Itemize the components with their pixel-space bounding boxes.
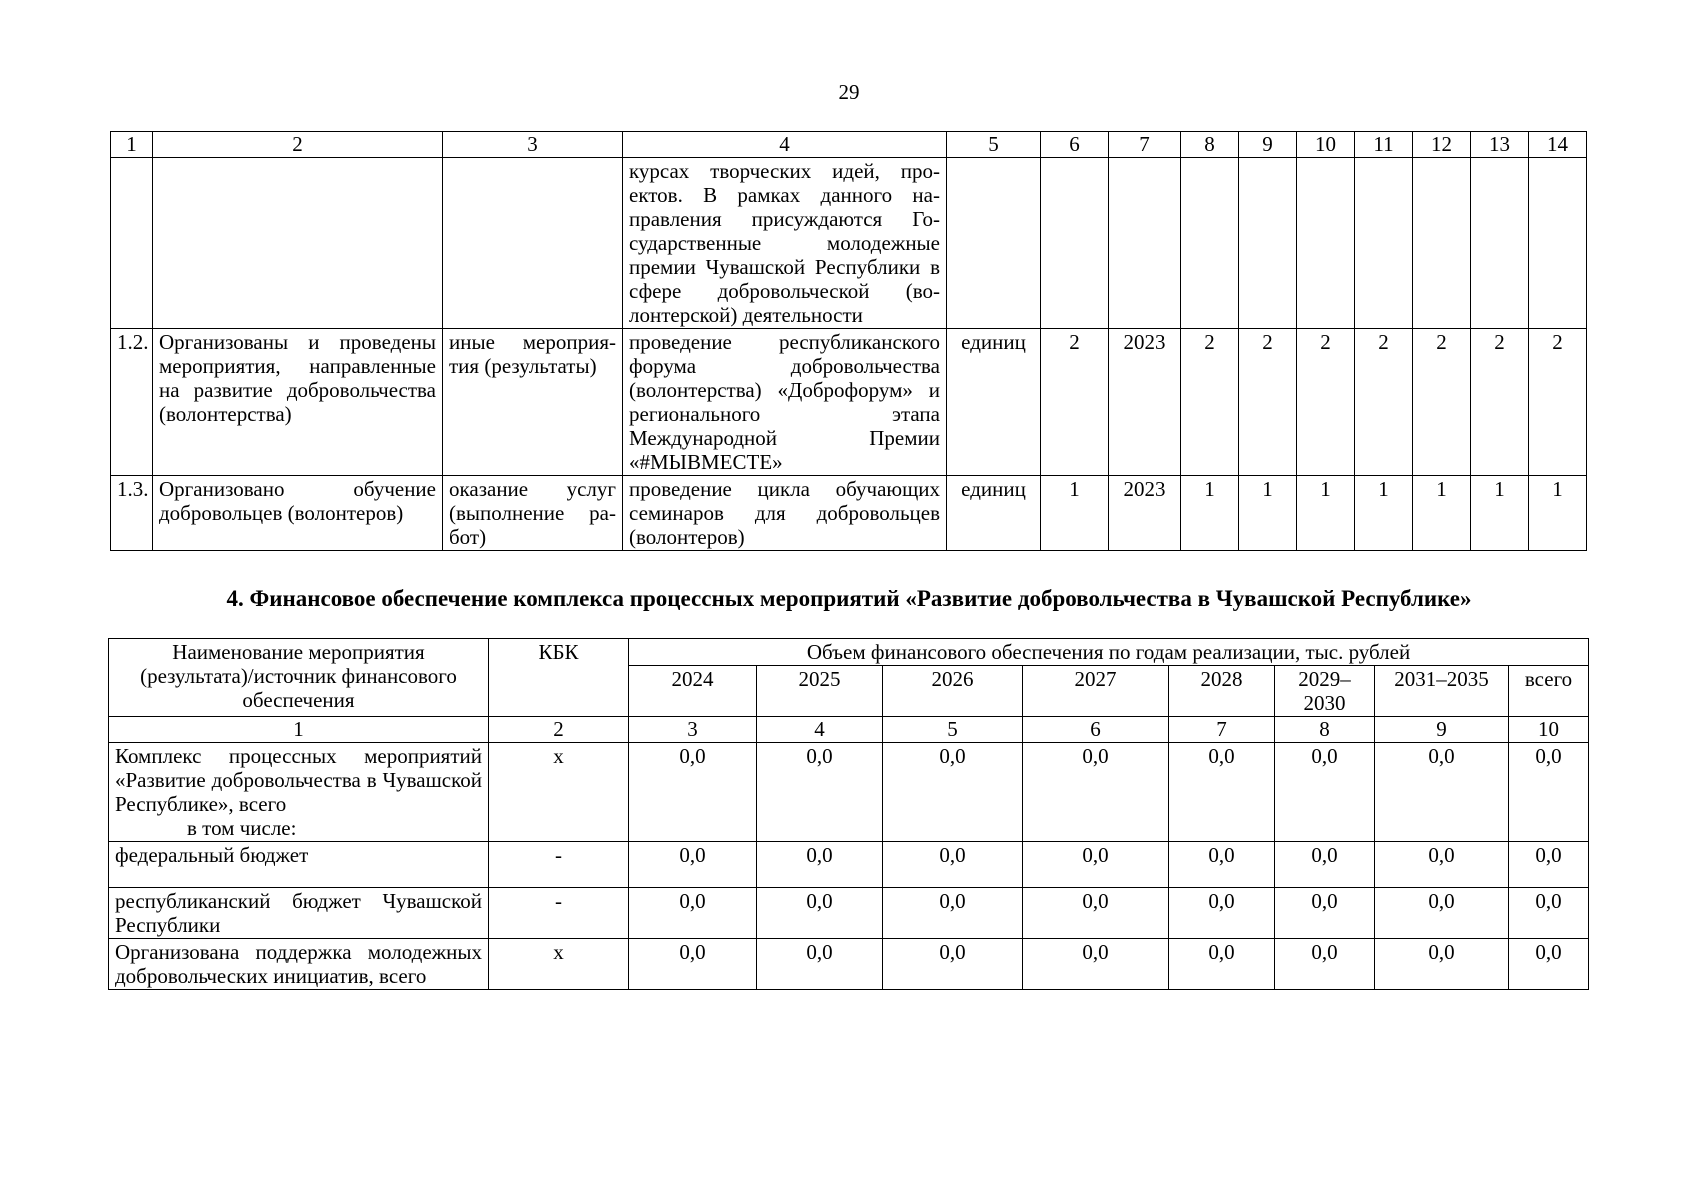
page-number: 29 bbox=[838, 80, 860, 104]
indicator-year-value: 1 bbox=[1355, 476, 1413, 551]
indicator-year-value: 1 bbox=[1181, 476, 1239, 551]
finance-header-row-1 bbox=[109, 639, 1589, 666]
empty-cell bbox=[1041, 158, 1109, 329]
finance-row-total bbox=[109, 743, 1589, 842]
finance-row-republic-budget bbox=[109, 888, 1589, 939]
t1-column-numbers-row bbox=[111, 132, 1587, 158]
indicator-description: курсах творческих идей, проектов. В рамках данного направления присуждаются Государственные молодежные премии Чувашской Республики в сфере добровольческой (волонтерской) деятельности bbox=[623, 158, 947, 329]
empty-cell bbox=[1529, 158, 1587, 329]
t1-col-number: 9 bbox=[1239, 132, 1297, 158]
finance-value: 0,0 bbox=[1169, 743, 1275, 842]
finance-value: 0,0 bbox=[1169, 939, 1275, 990]
t1-col-number: 5 bbox=[947, 132, 1041, 158]
t2-col-number: 9 bbox=[1375, 717, 1509, 743]
empty-cell bbox=[1181, 158, 1239, 329]
indicator-row-1-3 bbox=[111, 476, 1587, 551]
finance-value: 0,0 bbox=[1375, 842, 1509, 888]
indicator-year-value: 2 bbox=[1297, 329, 1355, 476]
empty-cell bbox=[1413, 158, 1471, 329]
t1-col-number: 8 bbox=[1181, 132, 1239, 158]
t1-col-number: 2 bbox=[153, 132, 443, 158]
finance-value: 0,0 bbox=[1275, 939, 1375, 990]
finance-value: 0,0 bbox=[757, 842, 883, 888]
empty-cell bbox=[111, 158, 153, 329]
indicator-base-year: 2023 bbox=[1109, 476, 1181, 551]
finance-name: федеральный бюджет bbox=[109, 842, 489, 888]
year-header: 2029–2030 bbox=[1275, 666, 1375, 717]
finance-name-text: Комплекс процессных мероприятий «Развитие добровольчества в Чувашской Республике», всего bbox=[115, 744, 482, 816]
finance-value: 0,0 bbox=[1509, 842, 1589, 888]
indicator-unit: единиц bbox=[947, 476, 1041, 551]
finance-kbk: х bbox=[489, 743, 629, 842]
empty-cell bbox=[1239, 158, 1297, 329]
finance-row-youth-initiatives bbox=[109, 939, 1589, 990]
indicator-description: проведение республиканского форума добровольчества (волонтерства) «Доброфорум» и регионального этапа Международной Премии «#МЫВМЕСТЕ» bbox=[623, 329, 947, 476]
t1-col-number: 14 bbox=[1529, 132, 1587, 158]
finance-table bbox=[108, 638, 1589, 990]
finance-value: 0,0 bbox=[883, 939, 1023, 990]
finance-value: 0,0 bbox=[1275, 888, 1375, 939]
t1-col-number: 6 bbox=[1041, 132, 1109, 158]
finance-value: 0,0 bbox=[1169, 842, 1275, 888]
finance-value: 0,0 bbox=[1375, 888, 1509, 939]
t2-col-number: 8 bbox=[1275, 717, 1375, 743]
section-title: 4. Финансовое обеспечение комплекса процессных мероприятий «Развитие добровольчества в Чувашской Республике» bbox=[226, 586, 1472, 611]
indicator-year-value: 2 bbox=[1239, 329, 1297, 476]
finance-name-subtext: в том числе: bbox=[187, 816, 297, 840]
t2-col-number: 1 bbox=[109, 717, 489, 743]
indicator-number: 1.2. bbox=[111, 329, 153, 476]
finance-value: 0,0 bbox=[1023, 888, 1169, 939]
indicator-year-value: 2 bbox=[1181, 329, 1239, 476]
t1-col-number: 12 bbox=[1413, 132, 1471, 158]
finance-value: 0,0 bbox=[1023, 743, 1169, 842]
empty-cell bbox=[153, 158, 443, 329]
indicator-type: иные мероприятия (результаты) bbox=[443, 329, 623, 476]
finance-value: 0,0 bbox=[883, 743, 1023, 842]
finance-value: 0,0 bbox=[1169, 888, 1275, 939]
finance-value: 0,0 bbox=[883, 888, 1023, 939]
finance-value: 0,0 bbox=[1509, 888, 1589, 939]
finance-name: Организована поддержка молодежных добровольческих инициатив, всего bbox=[109, 939, 489, 990]
indicator-year-value: 1 bbox=[1239, 476, 1297, 551]
kbk-header: КБК bbox=[489, 639, 629, 717]
t2-col-number: 7 bbox=[1169, 717, 1275, 743]
finance-value: 0,0 bbox=[1375, 939, 1509, 990]
indicator-year-value: 2 bbox=[1413, 329, 1471, 476]
year-header: 2027 bbox=[1023, 666, 1169, 717]
t2-column-numbers-row bbox=[109, 717, 1589, 743]
indicator-year-value: 1 bbox=[1529, 476, 1587, 551]
volume-header: Объем финансового обеспечения по годам реализации, тыс. рублей bbox=[629, 639, 1589, 666]
finance-value: 0,0 bbox=[1375, 743, 1509, 842]
finance-value: 0,0 bbox=[629, 939, 757, 990]
empty-cell bbox=[1297, 158, 1355, 329]
finance-value: 0,0 bbox=[757, 888, 883, 939]
t2-col-number: 3 bbox=[629, 717, 757, 743]
finance-value: 0,0 bbox=[1275, 743, 1375, 842]
year-header: 2026 bbox=[883, 666, 1023, 717]
t1-col-number: 11 bbox=[1355, 132, 1413, 158]
empty-cell bbox=[443, 158, 623, 329]
finance-value: 0,0 bbox=[757, 939, 883, 990]
indicator-row-continuation bbox=[111, 158, 1587, 329]
finance-value: 0,0 bbox=[1275, 842, 1375, 888]
finance-kbk: х bbox=[489, 939, 629, 990]
finance-value: 0,0 bbox=[883, 842, 1023, 888]
finance-value: 0,0 bbox=[629, 842, 757, 888]
indicators-table bbox=[110, 131, 1587, 551]
t2-col-number: 10 bbox=[1509, 717, 1589, 743]
indicator-base-year: 2023 bbox=[1109, 329, 1181, 476]
finance-value: 0,0 bbox=[1509, 743, 1589, 842]
year-header: 2028 bbox=[1169, 666, 1275, 717]
t2-col-number: 2 bbox=[489, 717, 629, 743]
indicator-type: оказание услуг (выполнение работ) bbox=[443, 476, 623, 551]
indicator-unit: единиц bbox=[947, 329, 1041, 476]
indicator-name: Организованы и проведены мероприятия, направленные на развитие добровольчества (волонтерства) bbox=[153, 329, 443, 476]
finance-row-federal-budget bbox=[109, 842, 1589, 888]
finance-kbk: - bbox=[489, 842, 629, 888]
t2-col-number: 4 bbox=[757, 717, 883, 743]
year-header: всего bbox=[1509, 666, 1589, 717]
indicator-year-value: 1 bbox=[1471, 476, 1529, 551]
empty-cell bbox=[947, 158, 1041, 329]
year-header: 2025 bbox=[757, 666, 883, 717]
year-header: 2024 bbox=[629, 666, 757, 717]
indicator-row-1-2 bbox=[111, 329, 1587, 476]
finance-value: 0,0 bbox=[1023, 939, 1169, 990]
empty-cell bbox=[1109, 158, 1181, 329]
finance-value: 0,0 bbox=[1509, 939, 1589, 990]
t2-col-number: 5 bbox=[883, 717, 1023, 743]
finance-value: 0,0 bbox=[757, 743, 883, 842]
finance-value: 0,0 bbox=[629, 888, 757, 939]
empty-cell bbox=[1471, 158, 1529, 329]
t1-col-number: 1 bbox=[111, 132, 153, 158]
finance-name bbox=[109, 743, 489, 842]
year-header: 2031–2035 bbox=[1375, 666, 1509, 717]
finance-value: 0,0 bbox=[1023, 842, 1169, 888]
t1-col-number: 13 bbox=[1471, 132, 1529, 158]
finance-value: 0,0 bbox=[629, 743, 757, 842]
indicator-name: Организовано обучение добровольцев (волонтеров) bbox=[153, 476, 443, 551]
indicator-year-value: 2 bbox=[1471, 329, 1529, 476]
empty-cell bbox=[1355, 158, 1413, 329]
t2-col-number: 6 bbox=[1023, 717, 1169, 743]
t1-col-number: 10 bbox=[1297, 132, 1355, 158]
indicator-year-value: 2 bbox=[1355, 329, 1413, 476]
indicator-base-value: 2 bbox=[1041, 329, 1109, 476]
t1-col-number: 7 bbox=[1109, 132, 1181, 158]
finance-name-header: Наименование мероприятия (результата)/источник финансового обеспечения bbox=[109, 639, 489, 717]
indicator-year-value: 1 bbox=[1413, 476, 1471, 551]
indicator-base-value: 1 bbox=[1041, 476, 1109, 551]
indicator-year-value: 2 bbox=[1529, 329, 1587, 476]
t1-col-number: 4 bbox=[623, 132, 947, 158]
indicator-year-value: 1 bbox=[1297, 476, 1355, 551]
indicator-description: проведение цикла обучающих семинаров для добровольцев (волонтеров) bbox=[623, 476, 947, 551]
t1-col-number: 3 bbox=[443, 132, 623, 158]
indicator-number: 1.3. bbox=[111, 476, 153, 551]
finance-name: республиканский бюджет Чувашской Республики bbox=[109, 888, 489, 939]
finance-kbk: - bbox=[489, 888, 629, 939]
